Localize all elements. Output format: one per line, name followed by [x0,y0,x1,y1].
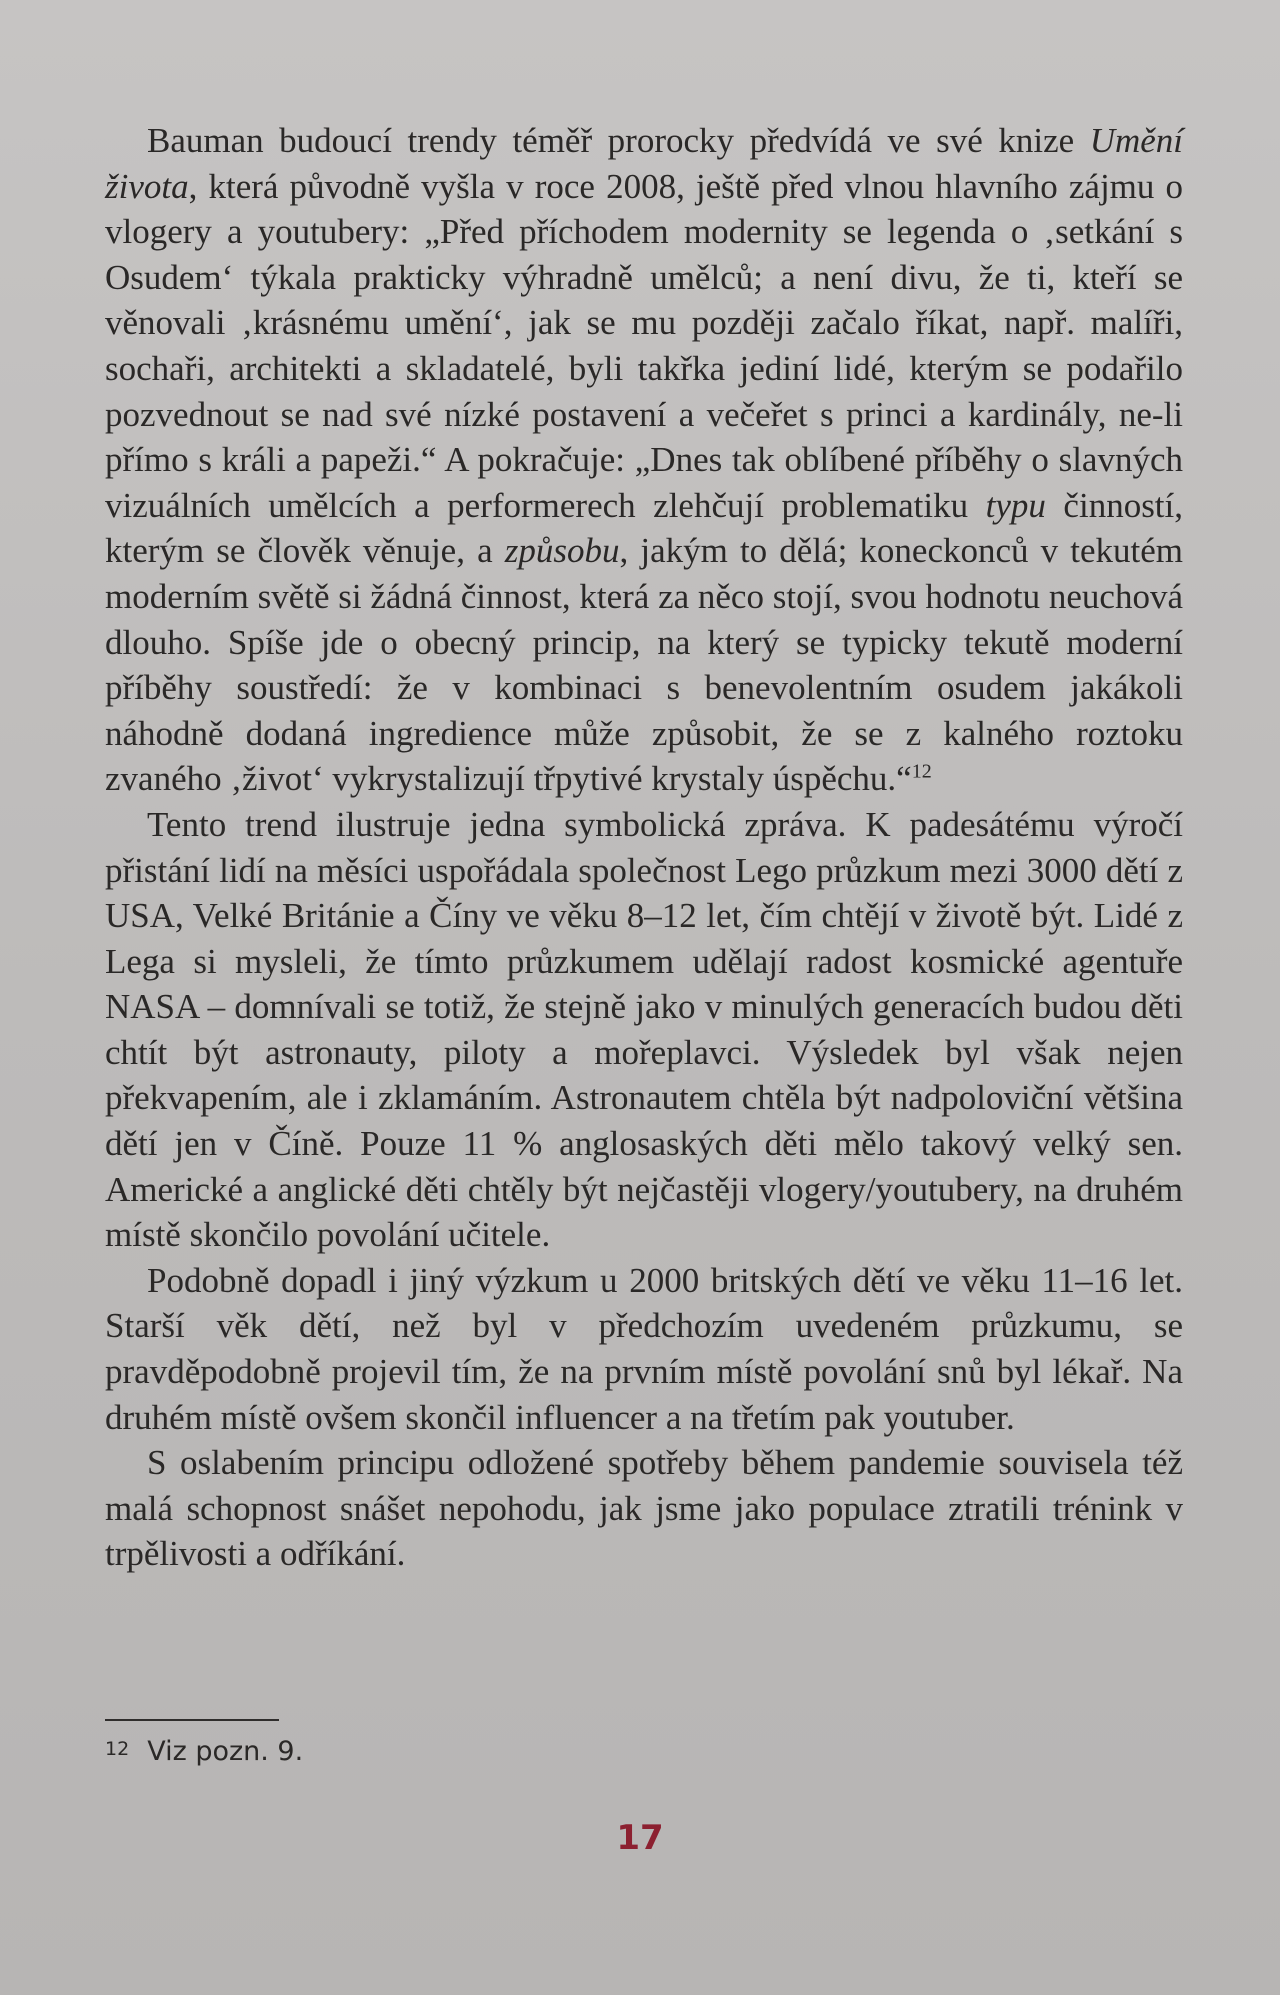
paragraph-2: Tento trend ilustruje jedna symbolická zpráva. K padesátému výročí přistání lidí na měsíci uspořádala společnost Lego průzkum mezi 3000 dětí z USA, Velké Británie a Číny ve věku 8–12 let, čím chtějí v životě být. Lidé z Lega si mysleli, že tímto průzkumem udělají radost kosmické agentuře NASA – domnívali se totiž, že stejně jako v minulých generacích budou děti chtít být astronauty, piloty a mořeplavci. Výsledek byl však nejen překvapením, ale i zklamáním. Astronautem chtěla být nadpoloviční většina dětí jen v Číně. Pouze 11 % anglosaských děti mělo takový velký sen. Americké a anglické děti chtěly být nejčastěji vlogery/youtubery, na druhém místě skončilo povolání učitele. [105,804,1183,1255]
text-run: , jakým to dělá; koneckonců v tekutém moderním světě si žádná činnost, která za něco stojí, svou hodnotu neuchová dlouho. Spíše jde o obecný princip, na který se typicky tekutě moderní příběhy soustředí: že v kombinaci s benevolentním osudem jakákoli náhodně dodaná ingredience může způsobit, že se z kalného roztoku zvaného ‚život‘ vykrystalizují třpytivé krystaly úspěchu.“ [105,531,1183,799]
footnote-divider [105,1719,279,1721]
body-text [105,118,1183,1577]
text-run: Bauman budoucí trendy téměř prorocky předvídá ve své knize [147,121,1090,160]
footnote-text: Viz pozn. 9. [147,1736,304,1767]
text-run: , která původně vyšla v roce 2008, ještě před vlnou hlavního zájmu o vlogery a youtubery: „Před příchodem modernity se legenda o ‚setkání s Osudem‘ týkala prakticky výhradně umělců; a není divu, že ti, kteří se věnovali ‚krásnému umění‘, jak se mu později začalo říkat, např. malíři, sochaři, architekti a skladatelé, byli takřka jediní lidé, kterým se podařilo pozvednout se nad své nízké postavení a večeřet s princi a kardinály, ne-li přímo s králi a papeži.“ A pokračuje: „Dnes tak oblíbené příběhy o slavných vizuálních umělcích a performerech zlehčují problematiku [105,166,1183,525]
paragraph-3: Podobně dopadl i jiný výzkum u 2000 britských dětí ve věku 11–16 let. Starší věk dětí, než byl v předchozím uvedeném průzkumu, se pravděpodobně projevil tím, že na prvním místě povolání snů byl lékař. Na druhém místě ovšem skončil influencer a na třetím pak youtuber. [105,1260,1183,1437]
footnote-reference: 12 [911,760,932,783]
footnote [105,1736,1005,1767]
page-number: 17 [616,1818,664,1858]
text-run: činností, kterým se člověk věnuje, a [105,485,1184,571]
footnote-number: 12 [105,1738,130,1760]
italic-run: Umění života [105,121,1183,206]
italic-run: způsobu [504,531,620,571]
paragraph-1 [105,118,1183,802]
paragraph-4: S oslabením principu odložené spotřeby během pandemie souvisela též malá schopnost snášet nepohodu, jak jsme jako populace ztratili trénink v trpělivosti a odříkání. [105,1443,1183,1574]
italic-run: typu [985,485,1046,525]
